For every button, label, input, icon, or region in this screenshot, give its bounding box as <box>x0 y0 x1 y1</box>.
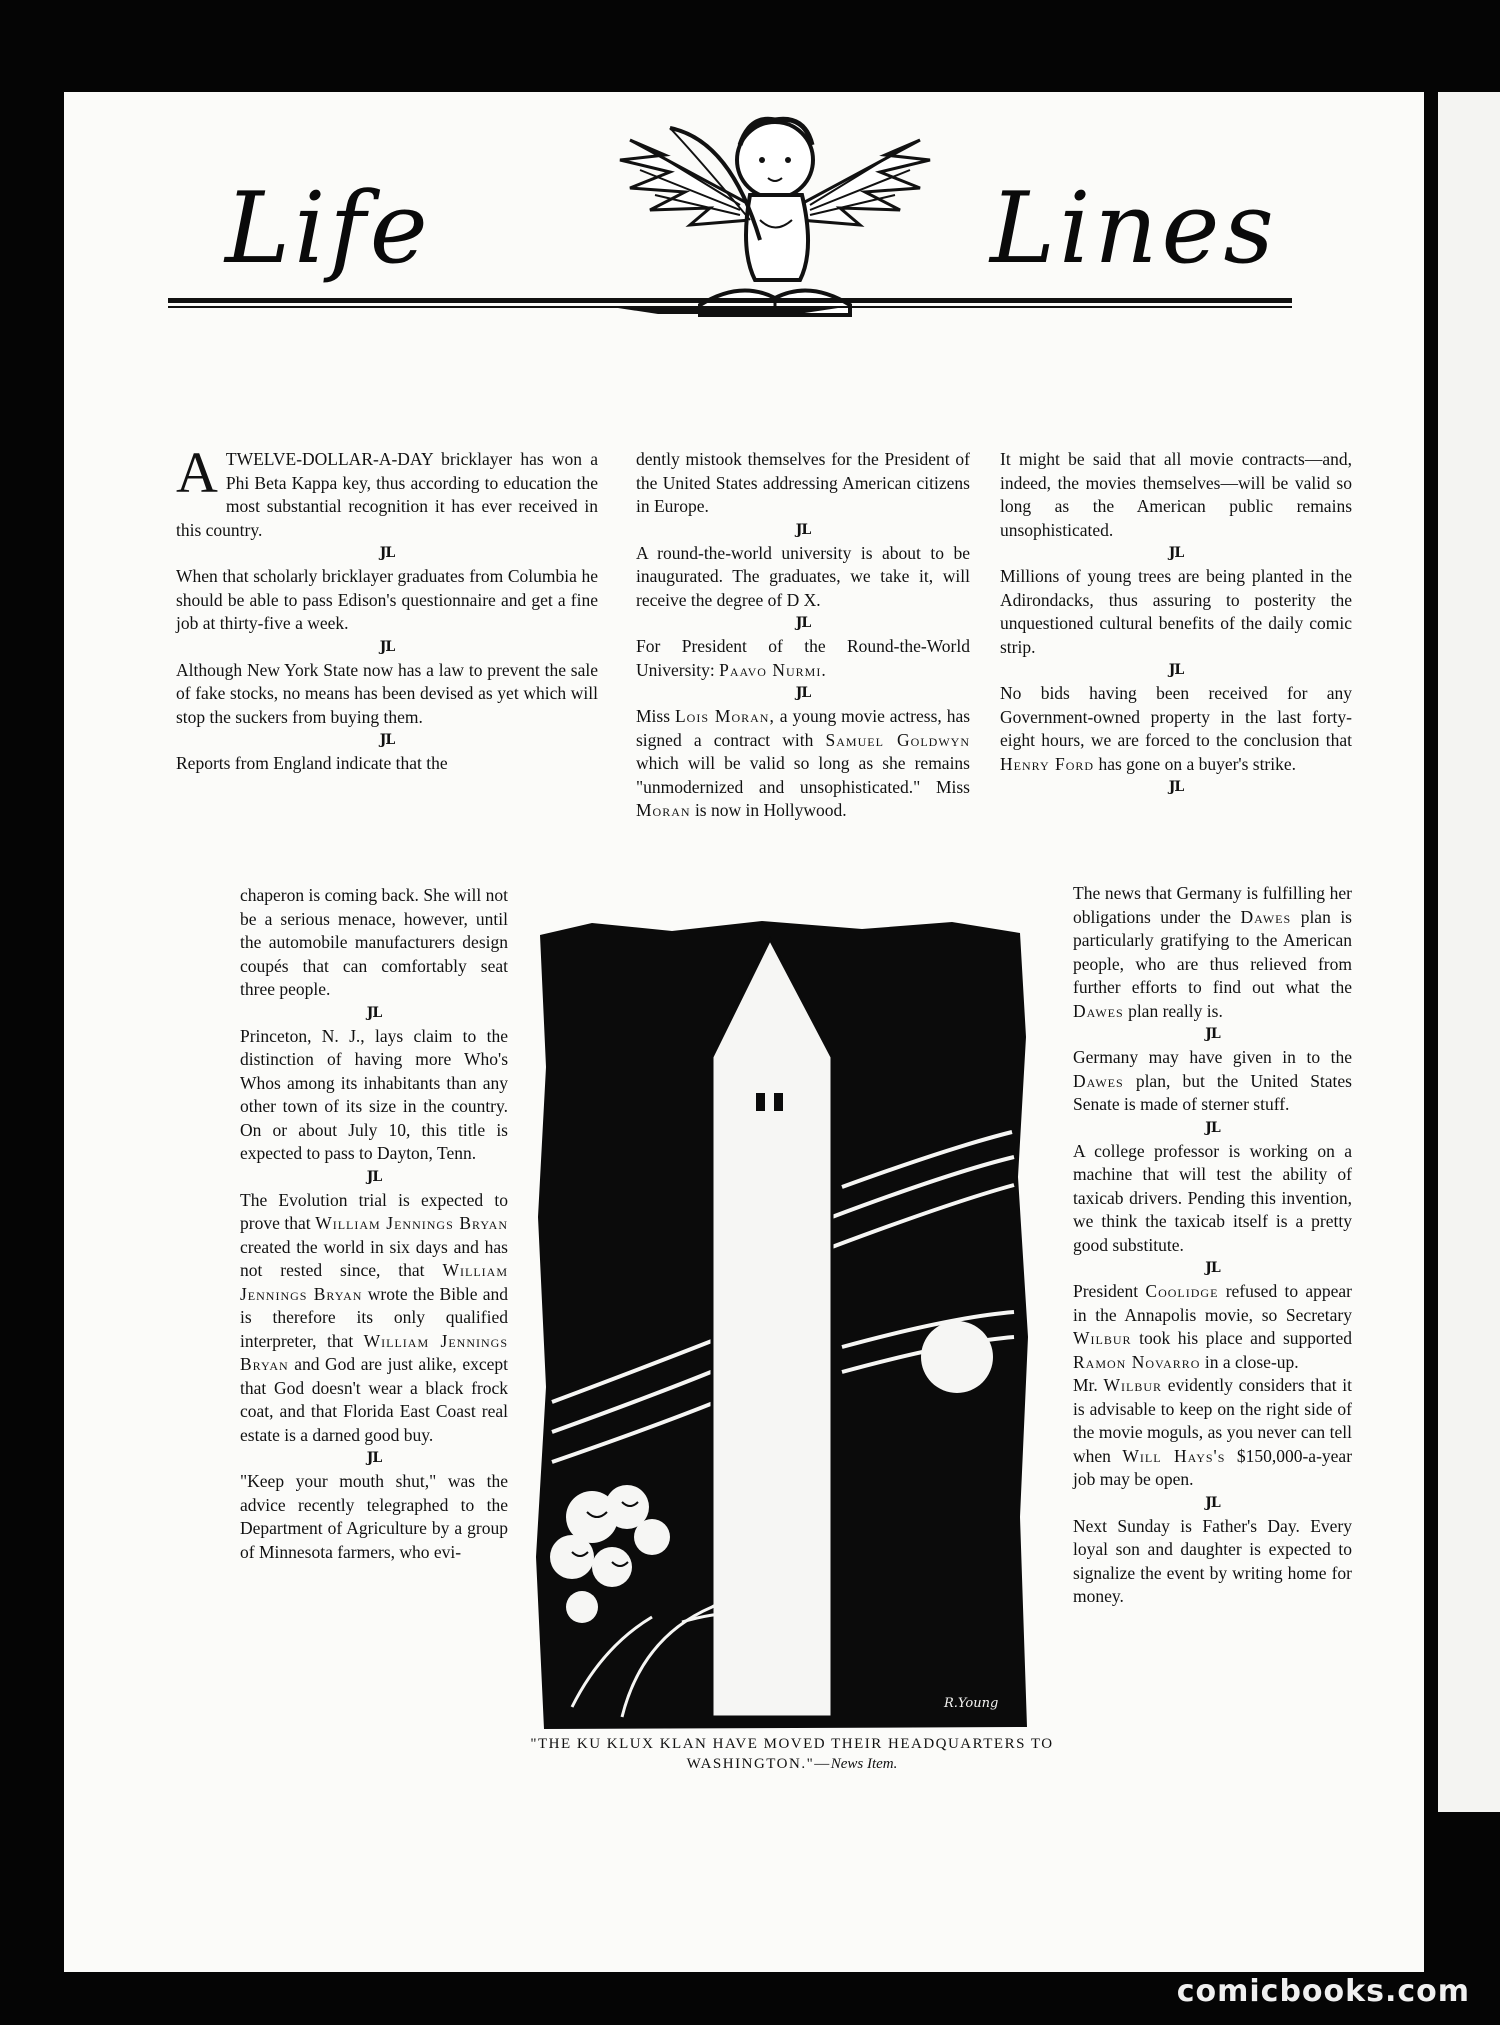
cherub-body <box>746 195 808 280</box>
section-ornament: JL <box>366 1168 382 1185</box>
column-2 <box>636 448 970 823</box>
header-rule <box>168 298 1292 314</box>
paragraph: The news that Germany is fulfilling her obligations under the Dawes plan is particularly gratifying to the American people, who are thus relieved from further efforts to find out what the Dawes plan really is. <box>1073 883 1352 1021</box>
paragraph: Although New York State now has a law to prevent the sale of fake stocks, no means has been devised as yet which will stop the suckers from buying them. <box>176 659 598 727</box>
paragraph: Millions of young trees are being planted in the Adirondacks, thus assuring to posterity the unquestioned cultural benefits of the daily comic strip. <box>1000 566 1352 657</box>
section-ornament: JL <box>1168 662 1184 678</box>
paragraph: Princeton, N. J., lays claim to the distinction of having more Who's Whos among its inhabitants than any other town of its size in the country. On or about July 10, this title is expected to pass to Dayton, Tenn. <box>240 1025 508 1163</box>
paragraph: When that scholarly bricklayer graduates from Columbia he should be able to pass Edison's questionnaire and get a fine job at thirty-five a week. <box>176 566 598 633</box>
paragraph: ATWELVE-DOLLAR-A-DAY bricklayer has won a Phi Beta Kappa key, thus according to education the most substantial recognition it has ever received in this country. <box>176 440 598 540</box>
section-ornament: JL <box>379 732 395 748</box>
paragraph: A round-the-world university is about to be inaugurated. The graduates, we take it, will receive the degree of D X. <box>636 542 970 610</box>
section-ornament: JL <box>1205 1494 1220 1511</box>
section-ornament: JL <box>379 638 395 655</box>
section-ornament: JL <box>366 1004 382 1021</box>
paragraph: dently mistook themselves for the President of the United States addressing American citizens in Europe. <box>636 449 970 516</box>
section-ornament: JL <box>1168 545 1184 561</box>
cherub-head <box>737 122 813 198</box>
paragraph: chaperon is coming back. She will not be a serious menace, however, until the automobile manufacturers design coupés that can comfortably seat three people. <box>240 885 508 999</box>
paragraph: No bids having been received for any Government-owned property in the last forty-eight hours, we are forced to the conclusion that Henry Ford has gone on a buyer's strike. <box>1000 683 1352 774</box>
adjacent-page-edge <box>1438 92 1500 1812</box>
section-ornament: JL <box>795 685 811 701</box>
paragraph: Miss Lois Moran, a young movie actress, has signed a contract with Samuel Goldwyn which will be valid so long as she remains "unmodernized and unsophisticated." Miss Moran is now in Hollywood. <box>636 706 971 820</box>
paragraph: Reports from England indicate that the <box>176 753 448 773</box>
section-ornament: JL <box>366 1450 382 1466</box>
section-ornament: JL <box>1168 779 1184 795</box>
paragraph: For President of the Round-the-World University: Paavo Nurmi. <box>636 636 970 680</box>
illustration-caption: "THE KU KLUX KLAN HAVE MOVED THEIR HEADQUARTERS TO WASHINGTON."—News Item. <box>530 1736 1054 1772</box>
paragraph: It might be said that all movie contracts—and, indeed, the movies themselves—will be valid so long as the American public remains unsophisticated. <box>1000 449 1352 540</box>
section-ornament: JL <box>795 615 811 631</box>
paragraph: Mr. Wilbur evidently considers that it is advisable to keep on the right side of the movie moguls, as you never can tell when Will Hays's $150,000-a-year job may be open. <box>1073 1375 1353 1489</box>
cherub-emblem <box>610 100 940 330</box>
title-life: Life <box>225 172 432 286</box>
washington-monument-illustration <box>532 917 1032 1737</box>
paragraph: A college professor is working on a machine that will test the ability of taxicab drivers. Pending this invention, we think the taxicab itself is a pretty good substitute. <box>1073 1140 1352 1255</box>
section-ornament: JL <box>379 545 395 561</box>
column-3 <box>1000 448 1352 799</box>
section-ornament: JL <box>795 521 811 538</box>
title-lines: Lines <box>990 172 1278 286</box>
section-ornament: JL <box>1205 1260 1220 1276</box>
column-3-narrow <box>1073 882 1352 1609</box>
section-ornament: JL <box>1205 1119 1220 1136</box>
section-ornament: JL <box>1205 1026 1220 1042</box>
paragraph: The Evolution trial is expected to prove that William Jennings Bryan created the world in six days and has not rested since, that William Jennings Bryan wrote the Bible and is therefore its only qualified interpreter, that William Jennings Bryan and God are just alike, except that God doesn't wear a black frock coat, and that Florida East Coast real estate is a darned good buy. <box>240 1189 509 1445</box>
column-1-narrow <box>240 884 508 1564</box>
monument <box>712 939 832 1717</box>
paragraph: "Keep your mouth shut," was the advice recently telegraphed to the Department of Agriculture by a group of Minnesota farmers, who evi- <box>240 1471 508 1562</box>
watermark: comicbooks.com <box>1176 1974 1470 2009</box>
paragraph: Next Sunday is Father's Day. Every loyal son and daughter is expected to signalize the event by writing home for money. <box>1073 1515 1352 1606</box>
column-1 <box>176 440 598 776</box>
moon <box>921 1321 993 1393</box>
artist-signature: R.Young <box>944 1696 999 1711</box>
drop-cap: A <box>176 440 218 505</box>
paragraph: Germany may have given in to the Dawes plan, but the United States Senate is made of sterner stuff. <box>1073 1047 1352 1114</box>
paragraph: President Coolidge refused to appear in the Annapolis movie, so Secretary Wilbur took his place and supported Ramon Novarro in a close-up. <box>1073 1281 1352 1372</box>
